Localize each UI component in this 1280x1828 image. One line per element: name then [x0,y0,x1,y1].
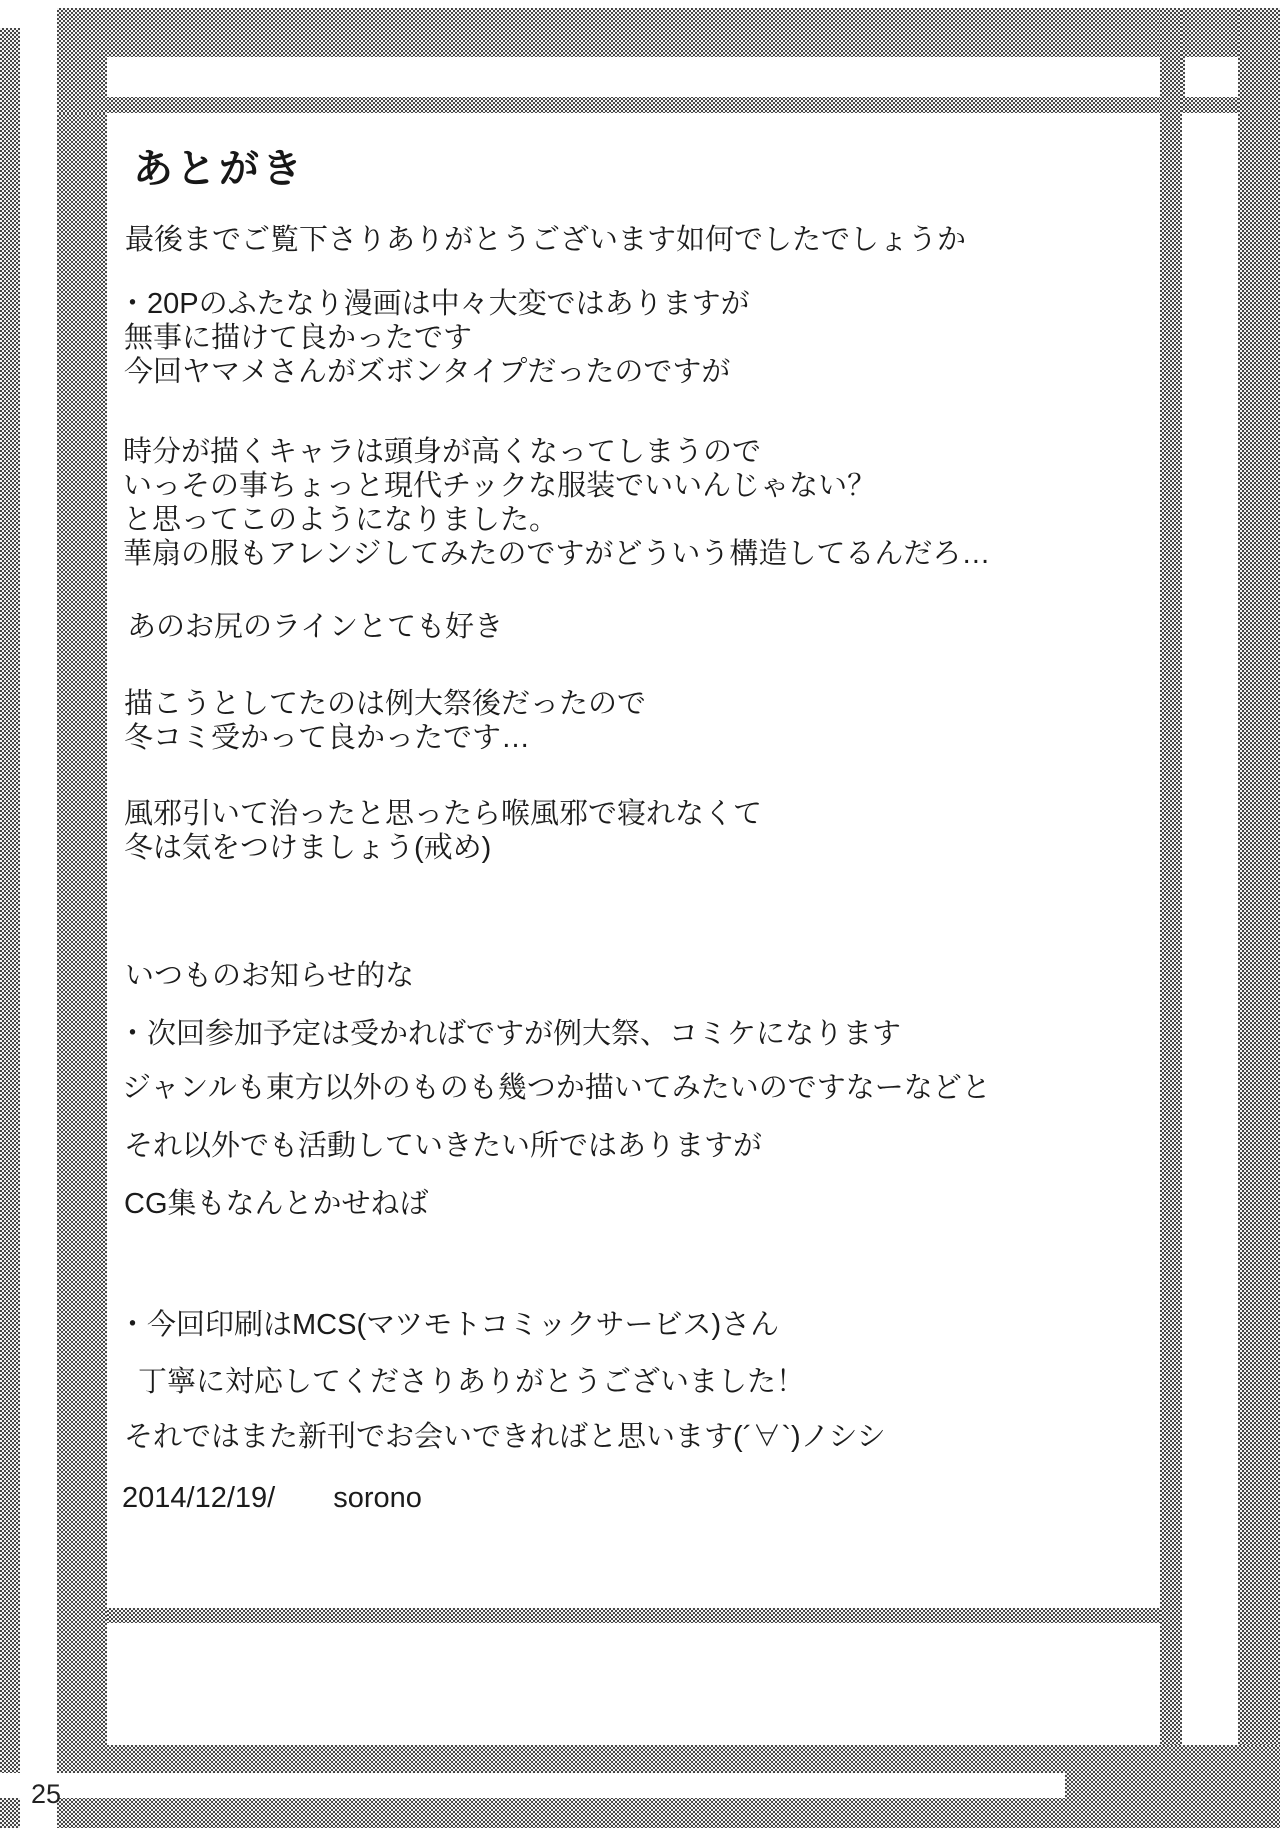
text-line: 時分が描くキャラは頭身が高くなってしまうので [123,436,762,468]
text-line: 丁寧に対応してくださりありがとうございました！ [138,1366,806,1398]
text-line: 描こうとしてたのは例大祭後だったので [124,688,647,720]
page-title: あとがき [133,147,305,191]
text-line: あのお尻のラインとても好き [127,611,504,643]
text-line: 華扇の服もアレンジしてみたのですがどういう構造してるんだろ… [123,538,991,570]
frame-left-strip [57,113,107,1773]
frame-right-outer-strip [1238,8,1280,1828]
text-line: 風邪引いて治ったと思ったら喉風邪で寝れなくて [124,798,763,830]
text-line: ・今回印刷はMCS(マツモトコミックサービス)さん [118,1309,780,1341]
text-line: それではまた新刊でお会いできればと思います(´∀`)ノシシ [124,1421,886,1453]
text-line: 冬は気をつけましょう(戒め) [124,832,492,864]
text-line: ・20Pのふたなり漫画は中々大変ではありますが [118,288,750,320]
text-line: いっその事ちょっと現代チックな服装でいいんじゃない？ [123,470,877,502]
text-line: ・次回参加予定は受かればですが例大祭、コミケになります [118,1018,902,1050]
text-line: CG集もなんとかせねば [124,1188,429,1220]
text-line: 無事に描けて良かったです [124,322,473,354]
text-line: ジャンルも東方以外のものも幾つか描いてみたいのですなーなどと [122,1072,991,1104]
text-line: いつものお知らせ的な [125,960,415,992]
frame-bottom-white-bar [107,1623,1160,1745]
text-line: 今回ヤマメさんがズボンタイプだったのですが [124,356,731,388]
text-line: と思ってこのようになりました。 [123,504,559,536]
date-signature-line: 2014/12/19/ sorono [122,1482,422,1514]
page-number: 25 [31,1779,62,1809]
frame-bottom-gap-row [0,1773,1065,1798]
frame-left-outer-strip [0,28,20,1828]
frame-top-white-bar [107,57,1160,97]
text-line: 冬コミ受かって良かったです… [124,722,531,754]
frame-top-right-white-square [1185,57,1238,97]
afterword-page-panel [107,113,1160,1608]
text-line: 最後までご覧下さりありがとうございます如何でしたでしょうか [125,224,967,256]
frame-content-bottom-row [107,1608,1160,1623]
frame-right-inner-strip [1160,8,1182,1745]
text-line: それ以外でも活動していきたい所ではありますが [124,1130,763,1162]
